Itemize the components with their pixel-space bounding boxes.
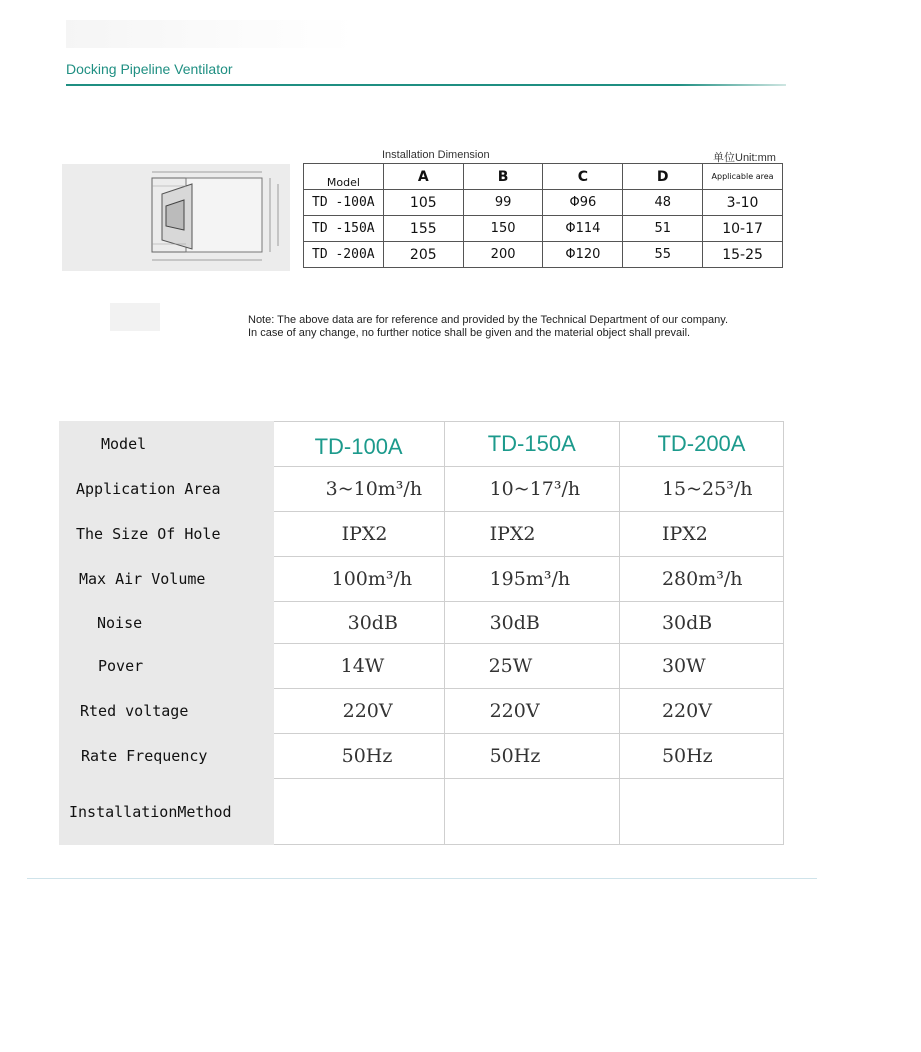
spec-value	[444, 779, 619, 845]
spec-value: 25W	[444, 644, 619, 689]
spec-value	[273, 779, 444, 845]
spec-label: Rate Frequency	[60, 734, 274, 779]
spec-label: The Size Of Hole	[60, 512, 274, 557]
spec-value: IPX2	[444, 512, 619, 557]
spec-row	[60, 779, 784, 845]
spec-label: Noise	[60, 602, 274, 644]
spec-label: Application Area	[60, 467, 274, 512]
spec-row	[60, 734, 784, 779]
dimension-cell: 3-10	[703, 190, 783, 216]
dimension-cell: 51	[623, 216, 703, 242]
spec-label: Model	[60, 422, 274, 467]
dimension-row	[304, 216, 783, 242]
dimension-row	[304, 242, 783, 268]
spec-value: 30dB	[619, 602, 783, 644]
header-divider	[66, 84, 786, 86]
dimension-cell: Φ120	[543, 242, 623, 268]
spec-label: Pover	[60, 644, 274, 689]
spec-value: 30W	[619, 644, 783, 689]
spec-row	[60, 512, 784, 557]
dimension-header-row	[304, 164, 783, 190]
installation-drawing	[62, 164, 290, 271]
spec-row	[60, 602, 784, 644]
dimension-note	[248, 314, 808, 340]
dimension-row	[304, 190, 783, 216]
spec-value: 280m³/h	[619, 557, 783, 602]
spec-value: 195m³/h	[444, 557, 619, 602]
dimension-header-a: A	[383, 164, 463, 190]
dimension-header-area: Applicable area	[703, 164, 783, 190]
header-watermark	[66, 20, 356, 48]
spec-value: 220V	[444, 689, 619, 734]
dimension-table	[303, 163, 783, 268]
note-line: In case of any change, no further notice shall be given and the material object shall prevail.	[248, 327, 691, 339]
spec-label: Rted voltage	[60, 689, 274, 734]
spec-value: IPX2	[273, 512, 444, 557]
spec-value: 10~17³/h	[444, 467, 619, 512]
dimension-cell: TD -150A	[304, 216, 384, 242]
dimension-cell: TD -100A	[304, 190, 384, 216]
dimension-header-c: C	[543, 164, 623, 190]
dimension-caption: Installation Dimension	[382, 149, 490, 161]
dimension-cell: 99	[463, 190, 543, 216]
spec-value: 220V	[273, 689, 444, 734]
dimension-cell: 205	[383, 242, 463, 268]
spec-value: 15~25³/h	[619, 467, 783, 512]
spec-row	[60, 557, 784, 602]
spec-table	[59, 421, 784, 845]
model-name: TD-150A	[444, 422, 619, 467]
spec-label: InstallationMethod	[60, 779, 274, 845]
dimension-cell: 155	[383, 216, 463, 242]
dimension-cell: Φ114	[543, 216, 623, 242]
spec-value: 30dB	[273, 602, 444, 644]
ventilator-diagram	[62, 164, 290, 271]
spec-value: 50Hz	[619, 734, 783, 779]
spec-row	[60, 467, 784, 512]
dimension-cell: 105	[383, 190, 463, 216]
dimension-header-b: B	[463, 164, 543, 190]
dimension-unit: 单位Unit:mm	[713, 152, 776, 164]
model-name: TD-100A	[273, 422, 444, 467]
note-line: Note: The above data are for reference and provided by the Technical Department of our company.	[248, 314, 729, 326]
dimension-cell: 55	[623, 242, 703, 268]
spec-value: 3~10m³/h	[273, 467, 444, 512]
dimension-cell: TD -200A	[304, 242, 384, 268]
dimension-cell: 150	[463, 216, 543, 242]
spec-value: 50Hz	[273, 734, 444, 779]
dimension-cell: 200	[463, 242, 543, 268]
dimension-cell: 15-25	[703, 242, 783, 268]
dimension-cell: 48	[623, 190, 703, 216]
spec-row	[60, 644, 784, 689]
dimension-cell: Φ96	[543, 190, 623, 216]
spec-value: 14W	[273, 644, 444, 689]
spec-value: 220V	[619, 689, 783, 734]
spec-value: IPX2	[619, 512, 783, 557]
spec-value	[619, 779, 783, 845]
note-watermark	[110, 303, 160, 331]
dimension-header-d: D	[623, 164, 703, 190]
footer-divider	[27, 878, 817, 879]
spec-value: 100m³/h	[273, 557, 444, 602]
spec-label: Max Air Volume	[60, 557, 274, 602]
dimension-cell: 10-17	[703, 216, 783, 242]
dimension-header-model: Model	[304, 164, 384, 190]
spec-value: 50Hz	[444, 734, 619, 779]
spec-value: 30dB	[444, 602, 619, 644]
model-name: TD-200A	[619, 422, 783, 467]
page-title: Docking Pipeline Ventilator	[66, 61, 233, 77]
spec-row	[60, 689, 784, 734]
spec-row-model	[60, 422, 784, 467]
